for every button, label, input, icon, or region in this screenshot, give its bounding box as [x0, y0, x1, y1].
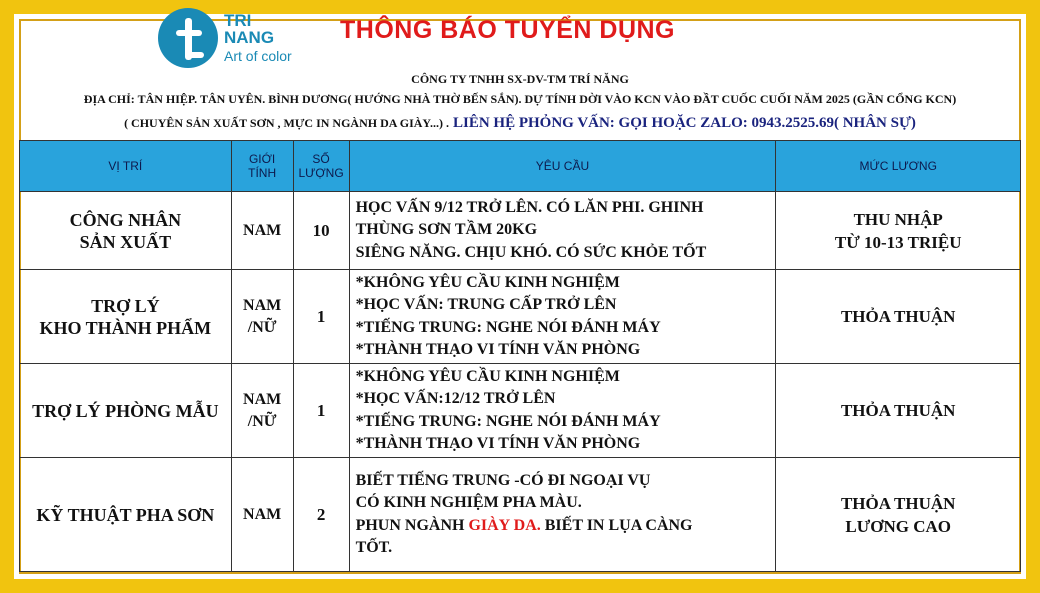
company-address: ĐỊA CHỈ: TÂN HIỆP. TÂN UYÊN. BÌNH DƯƠNG( HƯỚNG NHÀ THỜ BẾN SẮN). DỰ TÍNH DỜI VÀO KCN VÀO ĐẦT CUỐC CUỐI NĂM 2025 (GẦN CỔNG KCN): [83, 92, 957, 106]
page-title: THÔNG BÁO TUYỂN DỤNG: [340, 16, 675, 44]
cell-position: KỸ THUẬT PHA SƠN: [20, 458, 232, 572]
table-row: [20, 458, 1021, 572]
table-row: [20, 270, 1021, 364]
cell-position: TRỢ LÝ KHO THÀNH PHẨM: [20, 270, 232, 364]
header-salary: MỨC LƯƠNG: [776, 141, 1021, 192]
cell-gender: NAM: [231, 192, 293, 270]
company-name: CÔNG TY TNHH SX-DV-TM TRÍ NĂNG: [411, 72, 629, 86]
cell-salary: THỎA THUẬN: [776, 364, 1021, 458]
contact-main: LIÊN HỆ PHỎNG VẤN: GỌI HOẶC ZALO: 0943.2525.69( NHÂN SỰ): [452, 115, 916, 131]
table-header-row: [20, 141, 1021, 192]
cell-gender: NAM: [231, 458, 293, 572]
table-row: [20, 192, 1021, 270]
header-quantity: SỐ LƯỢNG: [293, 141, 349, 192]
cell-gender: NAM /NỮ: [231, 270, 293, 364]
cell-quantity: 10: [293, 192, 349, 270]
cell-quantity: 2: [293, 458, 349, 572]
header-position: VỊ TRÍ: [20, 141, 232, 192]
jobs-table: [19, 140, 1021, 572]
cell-requirements: *KHÔNG YÊU CẦU KINH NGHIỆM *HỌC VẤN: TRUNG CẤP TRỞ LÊN *TIẾNG TRUNG: NGHE NÓI ĐÁNH MÁY *THÀNH THẠO VI TÍNH VĂN PHÒNG: [349, 270, 776, 364]
cell-quantity: 1: [293, 364, 349, 458]
cell-requirements: BIẾT TIẾNG TRUNG -CÓ ĐI NGOẠI VỤ CÓ KINH NGHIỆM PHA MÀU. PHUN NGÀNH GIÀY DA. BIẾT IN LỤA CÀNG TỐT.: [349, 458, 776, 572]
cell-gender: NAM /NỮ: [231, 364, 293, 458]
cell-position: CÔNG NHÂN SẢN XUẤT: [20, 192, 232, 270]
cell-requirements: HỌC VẤN 9/12 TRỞ LÊN. CÓ LĂN PHI. GHINH THÙNG SƠN TẦM 20KG SIÊNG NĂNG. CHỊU KHÓ. CÓ SỨC KHỎE TỐT: [349, 192, 776, 270]
highlight-text: GIÀY DA.: [468, 516, 541, 534]
contact-prefix: ( CHUYÊN SẢN XUẤT SƠN , MỰC IN NGÀNH DA GIÀY...) .: [124, 116, 449, 130]
logo-t-icon: [158, 8, 218, 68]
cell-salary: THỎA THUẬN LƯƠNG CAO: [776, 458, 1021, 572]
cell-salary: THU NHẬP TỪ 10-13 TRIỆU: [776, 192, 1021, 270]
contact-line: [0, 114, 1040, 132]
logo-name: TRI NANG: [224, 11, 275, 47]
cell-position: TRỢ LÝ PHÒNG MẪU: [20, 364, 232, 458]
header-gender: GIỚI TÍNH: [231, 141, 293, 192]
logo-tagline: Art of color: [224, 48, 292, 64]
cell-requirements: *KHÔNG YÊU CẦU KINH NGHIỆM *HỌC VẤN:12/12 TRỞ LÊN *TIẾNG TRUNG: NGHE NÓI ĐÁNH MÁY *THÀNH THẠO VI TÍNH VĂN PHÒNG: [349, 364, 776, 458]
cell-quantity: 1: [293, 270, 349, 364]
header-requirements: YÊU CẦU: [349, 141, 776, 192]
table-row: [20, 364, 1021, 458]
cell-salary: THỎA THUẬN: [776, 270, 1021, 364]
company-logo: [150, 6, 320, 76]
